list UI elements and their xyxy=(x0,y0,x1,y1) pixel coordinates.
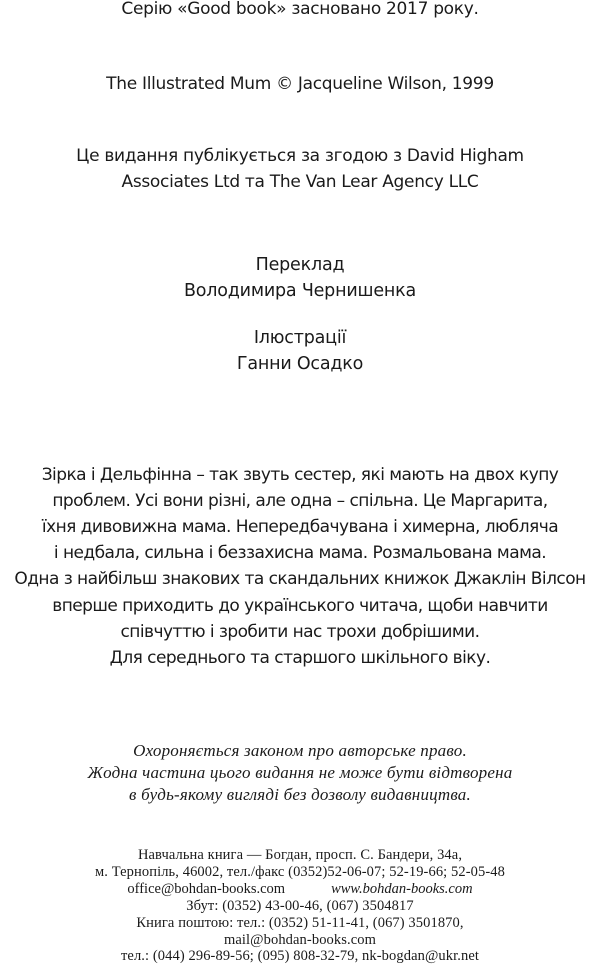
description-line-7: співчуттю і зробити нас трохи добрішими. xyxy=(120,622,480,642)
imprint-kyiv-phones: тел.: (044) 296-89-56; (095) 808-32-79, nk-bogdan@ukr.net xyxy=(120,948,479,964)
imprint-mail-order: Книга поштою: тел.: (0352) 51-11-41, (067) 3501870, xyxy=(136,915,464,931)
imprint-sales: Збут: (0352) 43-00-46, (067) 3504817 xyxy=(186,898,414,914)
agreement-line-1: Це видання публікується за згодою з David Higham xyxy=(76,146,524,166)
description-line-5: Одна з найбільш знакових та скандальних книжок Джаклін Вілсон xyxy=(14,569,586,589)
translation-label: Переклад xyxy=(255,255,345,275)
copyright-line: The Illustrated Mum © Jacqueline Wilson, 1999 xyxy=(106,74,494,94)
description-line-8: Для середнього та старшого шкільного віку. xyxy=(109,648,491,668)
illustrator-name: Ганни Осадко xyxy=(236,354,364,374)
imprint-contacts-row xyxy=(0,881,600,898)
description-line-6: вперше приходить до українського читача, щоби навчити xyxy=(52,596,548,616)
description-line-2: проблем. Усі вони різні, але одна – спільна. Це Маргарита, xyxy=(52,491,548,511)
illustrations-label: Ілюстрації xyxy=(253,328,347,348)
agreement-line-2: Associates Ltd та The Van Lear Agency LLC xyxy=(121,172,479,192)
series-line: Серію «Good book» засновано 2017 року. xyxy=(121,0,479,19)
imprint-phones: м. Тернопіль, 46002, тел./факс (0352)52-06-07; 52-19-66; 52-05-48 xyxy=(95,864,505,880)
description-line-4: і недбала, сильна і беззахисна мама. Розмальована мама. xyxy=(53,543,547,563)
imprint-website[interactable]: www.bohdan-books.com xyxy=(331,881,473,897)
imprint-mail-email[interactable]: mail@bohdan-books.com xyxy=(224,932,376,948)
translator-name: Володимира Чернишенка xyxy=(183,281,417,301)
legal-line-3: в будь-якому вигляді без дозволу видавництва. xyxy=(129,785,471,804)
imprint-address: Навчальна книга — Богдан, просп. С. Бандери, 34а, xyxy=(137,847,463,863)
legal-line-1: Охороняється законом про авторське право. xyxy=(133,741,467,760)
description-line-1: Зірка і Дельфінна – так звуть сестер, які мають на двох купу xyxy=(41,465,559,485)
imprint-email[interactable]: office@bohdan-books.com xyxy=(127,881,286,897)
legal-line-2: Жодна частина цього видання не може бути відтворена xyxy=(87,763,513,782)
description-line-3: їхня дивовижна мама. Непередбачувана і химерна, любляча xyxy=(41,517,559,537)
